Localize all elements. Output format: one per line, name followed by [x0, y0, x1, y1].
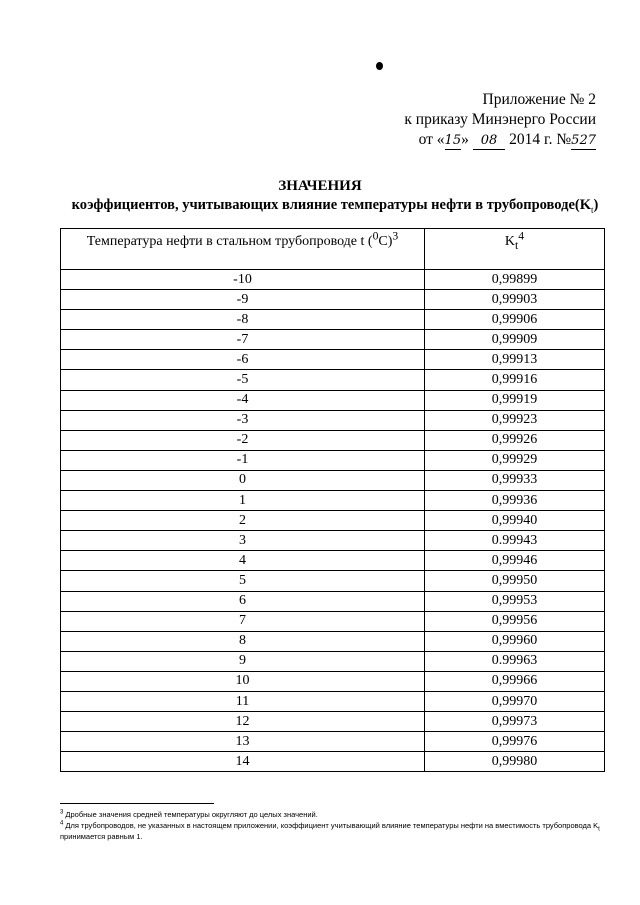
- footnote-divider: [60, 803, 214, 804]
- cell-coefficient: 0,99950: [425, 571, 605, 591]
- date-day: 15: [444, 133, 462, 148]
- ink-dot: [376, 62, 383, 70]
- table-row: [61, 531, 605, 551]
- cell-temperature: 4: [61, 551, 425, 571]
- cell-temperature: 10: [61, 671, 425, 691]
- cell-coefficient: 0,99913: [425, 350, 605, 370]
- table-header-row: [61, 229, 605, 270]
- cell-temperature: -10: [61, 270, 425, 290]
- table-row: [61, 350, 605, 370]
- header-coefficient: $K_t^4$: [425, 229, 605, 270]
- cell-temperature: -4: [61, 390, 425, 410]
- page-subtitle: [0, 197, 640, 214]
- order-number: 527: [571, 133, 596, 148]
- cell-coefficient: 0,99956: [425, 611, 605, 631]
- cell-coefficient: 0,99929: [425, 450, 605, 470]
- cell-temperature: 2: [61, 511, 425, 531]
- table-row: [61, 330, 605, 350]
- table-row: [61, 571, 605, 591]
- cell-temperature: 12: [61, 712, 425, 732]
- subtitle-text: коэффициентов, учитывающих влияние температуры нефти в трубопроводе(K: [71, 197, 592, 213]
- table-row: [61, 470, 605, 490]
- cell-temperature: -7: [61, 330, 425, 350]
- cell-temperature: 8: [61, 631, 425, 651]
- cell-coefficient: 0,99960: [425, 631, 605, 651]
- cell-coefficient: 0,99926: [425, 430, 605, 450]
- table-row: [61, 691, 605, 711]
- table-row: [61, 410, 605, 430]
- cell-temperature: -5: [61, 370, 425, 390]
- cell-coefficient: 0.99963: [425, 651, 605, 671]
- cell-coefficient: 0,99909: [425, 330, 605, 350]
- table-row: [61, 310, 605, 330]
- cell-coefficient: 0,99976: [425, 732, 605, 752]
- cell-temperature: 13: [61, 732, 425, 752]
- cell-coefficient: 0,99946: [425, 551, 605, 571]
- cell-temperature: -6: [61, 350, 425, 370]
- cell-coefficient: 0,99940: [425, 511, 605, 531]
- table-row: [61, 511, 605, 531]
- document-header: [404, 90, 596, 150]
- table-row: [61, 491, 605, 511]
- cell-coefficient: 0,99970: [425, 691, 605, 711]
- table-row: [61, 611, 605, 631]
- order-date-line: [404, 130, 596, 150]
- table-body: [61, 229, 605, 772]
- cell-temperature: 14: [61, 752, 425, 772]
- table-row: [61, 752, 605, 772]
- cell-temperature: -2: [61, 430, 425, 450]
- date-year: 2014 г. №: [509, 131, 572, 148]
- table-row: [61, 290, 605, 310]
- cell-coefficient: 0,99903: [425, 290, 605, 310]
- subtitle-sub: t: [591, 204, 594, 215]
- cell-coefficient: 0.99943: [425, 531, 605, 551]
- page-title: ЗНАЧЕНИЯ: [278, 178, 362, 194]
- footnote-3: $^3$ Дробные значения средней температуры округляют до целых значений.: [60, 809, 318, 819]
- cell-coefficient: 0,99973: [425, 712, 605, 732]
- cell-temperature: 9: [61, 651, 425, 671]
- table-row: [61, 270, 605, 290]
- cell-coefficient: 0,99899: [425, 270, 605, 290]
- date-sep: »: [461, 131, 469, 148]
- date-month: 08: [473, 133, 506, 150]
- cell-coefficient: 0,99966: [425, 671, 605, 691]
- cell-coefficient: 0,99953: [425, 591, 605, 611]
- table-row: [61, 631, 605, 651]
- cell-coefficient: 0,99919: [425, 390, 605, 410]
- table-row: [61, 651, 605, 671]
- header-temperature: Температура нефти в стальном трубопроводе t $(^0C)^3$: [61, 229, 425, 270]
- cell-temperature: 7: [61, 611, 425, 631]
- table-row: [61, 671, 605, 691]
- cell-temperature: -1: [61, 450, 425, 470]
- cell-coefficient: 0,99980: [425, 752, 605, 772]
- order-reference: к приказу Минэнерго России: [404, 111, 596, 128]
- cell-coefficient: 0,99936: [425, 491, 605, 511]
- table-row: [61, 370, 605, 390]
- cell-temperature: 5: [61, 571, 425, 591]
- subtitle-close: ): [593, 197, 599, 213]
- footnote-4: $^4$ Для трубопроводов, не указанных в настоящем приложении, коэффициент учитывающий влияние температуры нефти на вместимость трубопровода $K_t$ принимается равным 1.: [60, 820, 600, 841]
- table-row: [61, 390, 605, 410]
- appendix-number: Приложение № 2: [482, 91, 596, 108]
- cell-temperature: -3: [61, 410, 425, 430]
- cell-coefficient: 0,99906: [425, 310, 605, 330]
- cell-temperature: -8: [61, 310, 425, 330]
- cell-temperature: 1: [61, 491, 425, 511]
- footnotes: [60, 809, 610, 842]
- table-row: [61, 450, 605, 470]
- cell-temperature: 6: [61, 591, 425, 611]
- table-row: [61, 591, 605, 611]
- cell-temperature: 11: [61, 691, 425, 711]
- cell-coefficient: 0,99916: [425, 370, 605, 390]
- cell-temperature: 0: [61, 470, 425, 490]
- cell-coefficient: 0,99923: [425, 410, 605, 430]
- table-row: [61, 551, 605, 571]
- cell-temperature: 3: [61, 531, 425, 551]
- table-row: [61, 430, 605, 450]
- date-prefix: от «: [418, 131, 445, 148]
- coefficients-table: [60, 228, 605, 772]
- cell-temperature: -9: [61, 290, 425, 310]
- table-row: [61, 732, 605, 752]
- table-row: [61, 712, 605, 732]
- cell-coefficient: 0,99933: [425, 470, 605, 490]
